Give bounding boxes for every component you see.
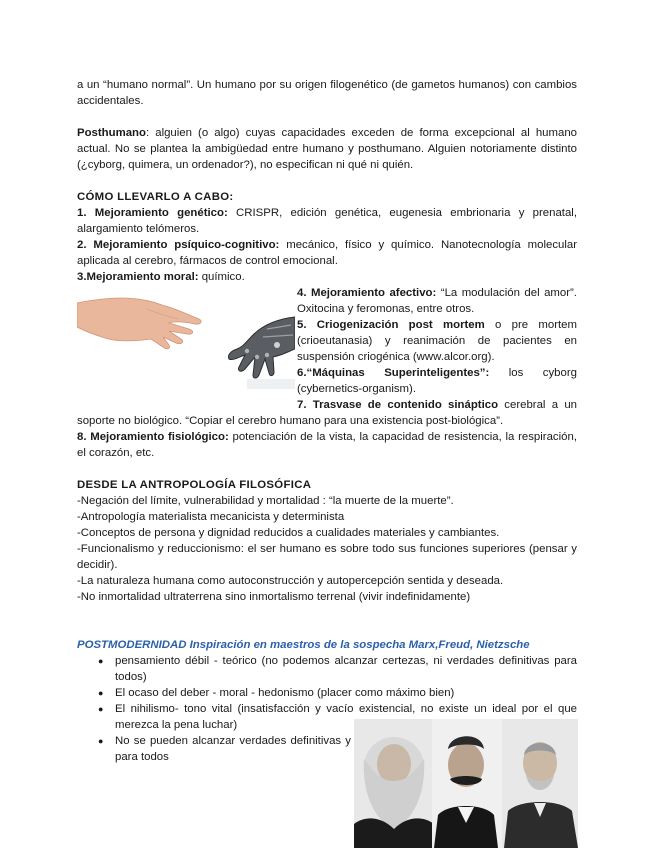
item-8	[77, 429, 577, 461]
item-4-text: “La modulación del amor”. Oxitocina y feromonas, entre otros.	[297, 287, 577, 315]
item-2-label: 2. Mejoramiento psíquico-cognitivo:	[77, 239, 280, 251]
item-6-label: 6.“Máquinas Superinteligentes”:	[297, 367, 490, 379]
document-page	[77, 77, 577, 765]
item-3-label: 3.Mejoramiento moral:	[77, 271, 199, 283]
heading-antropologia: DESDE LA ANTROPOLOGÍA FILOSÓFICA	[77, 479, 312, 491]
item-8-text: potenciación de la vista, la capacidad de resistencia, la respiración, el corazón, etc.	[77, 431, 577, 459]
item-2	[77, 237, 577, 269]
item-5-label: 5. Criogenización post mortem	[297, 319, 485, 331]
list-item: ● pensamiento débil - teórico (no podemos alcanzar certezas, ni verdades definitivas para todos)	[77, 653, 577, 685]
item-8-label: 8. Mejoramiento fisiológico:	[77, 431, 229, 443]
item-3	[77, 269, 577, 285]
antropologia-line: -Negación del límite, vulnerabilidad y mortalidad : “la muerte de la muerte”.	[77, 495, 454, 507]
item-3-text: químico.	[198, 271, 245, 283]
item-7-text: cerebral a un soporte no biológico. “Copiar el cerebro humano para una existencia post-biológica”.	[77, 399, 577, 427]
item-5-text: o pre mortem (crioeutanasia) y reanimación de pacientes en suspensión criogénica (www.alcor.org).	[297, 319, 577, 363]
heading-postmodernidad: POSTMODERNIDAD Inspiración en maestros de la sospecha Marx,Freud, Nietzsche	[77, 639, 530, 651]
antropologia-line: -Funcionalismo y reduccionismo: el ser humano es sobre todo sus funciones superiores (pensar y decidir).	[77, 543, 577, 571]
item-4-label: 4. Mejoramiento afectivo:	[297, 287, 437, 299]
figure-with-text	[77, 285, 577, 429]
antropologia-line: -Conceptos de persona y dignidad reducidos a cualidades materiales y cambiantes.	[77, 527, 500, 539]
antropologia-line: -La naturaleza humana como autoconstrucción y autopercepción sentida y deseada.	[77, 575, 504, 587]
antropologia-line: -No inmortalidad ultraterrena sino inmortalismo terrenal (vivir indefinidamente)	[77, 591, 471, 603]
item-6-text: los cyborg (cybernetics-organism).	[297, 367, 577, 395]
heading-como-llevarlo: CÓMO LLEVARLO A CABO:	[77, 191, 234, 203]
paragraph-humano-normal: a un “humano normal”. Un humano por su origen filogenético (de gametos humanos) con cambios accidentales.	[77, 79, 577, 107]
item-1-text: CRISPR, edición genética, eugenesia embrionaria y prenatal, alargamiento telómeros.	[77, 207, 577, 235]
item-5	[297, 317, 577, 365]
list-item: ● El nihilismo- tono vital (insatisfacción y vacío existencial, no existe un ideal por el que merezca la pena luchar)	[77, 701, 577, 733]
term-posthumano: Posthumano	[77, 127, 146, 139]
item-6	[297, 365, 577, 397]
item-2-text: mecánico, físico y químico. Nanotecnología molecular aplicada al cerebro, fármacos de control emocional.	[77, 239, 578, 267]
list-item: ● No se pueden alcanzar verdades definitivas y para todos	[77, 733, 351, 765]
item-7	[77, 397, 577, 429]
antropologia-line: -Antropología materialista mecanicista y determinista	[77, 511, 345, 523]
item-7-label: 7. Trasvase de contenido sináptico	[297, 399, 499, 411]
marx-nietzsche-freud-portraits-image	[354, 719, 578, 848]
posthumano-definition: : alguien (o algo) cuyas capacidades exceden de forma excepcional al humano actual. No se plantea la ambigüedad entre humano y posthumano. Alguien notoriamente distinto (¿cyborg, quimera, un ordenador?), no especifican ni qué ni quién.	[77, 127, 577, 171]
item-1-label: 1. Mejoramiento genético:	[77, 207, 228, 219]
portrait-nietzsche-icon	[432, 719, 502, 848]
paragraph-posthumano	[77, 125, 577, 173]
list-item: ● El ocaso del deber - moral - hedonismo (placer como máximo bien)	[77, 685, 577, 701]
human-robot-hands-image	[77, 285, 295, 389]
item-1	[77, 205, 577, 237]
item-4	[297, 285, 577, 317]
